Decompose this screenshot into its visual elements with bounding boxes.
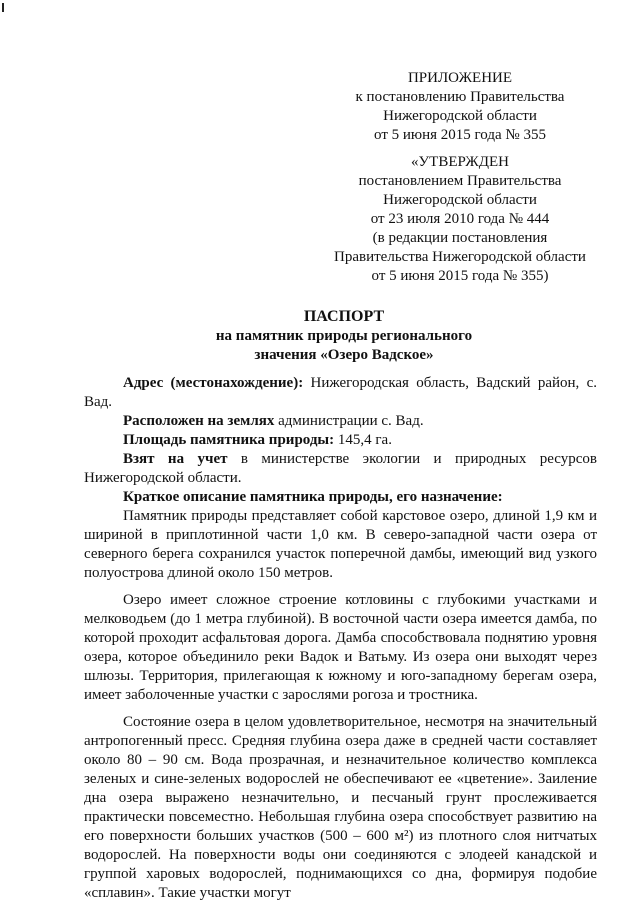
location-paragraph <box>84 412 597 431</box>
description-paragraph: Озеро имеет сложное строение котловины с глубокими участками и мелководьем (до 1 метра глубиной). В восточной части озера имеется дамба, по которой проходит асфальтовая дорога. Дамба способствовала поднятию уровня озера, которое объединило реки Вадок и Ватьму. Из озера они выходят через шлюзы. Территория, прилегающая к южному и юго-западному берегам озера, имеет заболоченные участки с зарослями рогоза и тростника. <box>84 592 597 703</box>
appendix-line: Нижегородской области <box>383 108 537 124</box>
title-line-passport: ПАСПОРТ <box>303 308 385 325</box>
approved-line: от 23 июля 2010 года № 444 <box>370 211 550 227</box>
paragraph-gap <box>84 583 597 591</box>
approved-line: от 5 июня 2015 года № 355) <box>371 268 549 284</box>
appendix-line: ПРИЛОЖЕНИЕ <box>407 70 513 86</box>
scan-mark <box>2 3 4 12</box>
area-value: 145,4 га. <box>334 432 392 448</box>
area-label: Площадь памятника природы: <box>123 432 335 448</box>
description-paragraph: Состояние озера в целом удовлетворительное, несмотря на значительный антропогенный пресс. Средняя глубина озера даже в средней части составляет около 80 – 90 см. Вода прозрачная, и незначительное количество комплекса зеленых и сине-зеленых водорослей не обеспечивают ее «цветение». Заиление дна озера выражено незначительно, и песчаный грунт прослеживается практически повсеместно. Небольшая глубина озера способствует развитию на его поверхности больших участков (500 – 600 м²) из плотного слоя нитчатых водорослей. На поверхности воды они соединяются с элодеей канадской и группой харовых водорослей, поднимающихся со дна, формируя подобие «сплавин». Такие участки могут <box>84 714 597 901</box>
address-label: Адрес (местонахождение): <box>123 375 304 391</box>
description-heading <box>84 488 597 507</box>
approved-line: Нижегородской области <box>383 192 537 208</box>
paragraph-gap <box>84 705 597 713</box>
approved-line: (в редакции постановления <box>372 230 548 246</box>
approved-line: «УТВЕРЖДЕН <box>411 154 509 170</box>
area-paragraph <box>84 431 597 450</box>
document-title <box>84 307 604 365</box>
appendix-line: к постановлению Правительства <box>355 89 565 105</box>
appendix-line: от 5 июня 2015 года № 355 <box>374 127 546 143</box>
address-paragraph <box>84 374 597 412</box>
approved-line: постановлением Правительства <box>358 173 562 189</box>
approved-block <box>320 153 600 286</box>
document-body <box>84 374 597 903</box>
registered-paragraph <box>84 450 597 488</box>
description-heading-text: Краткое описание памятника природы, его назначение: <box>123 489 503 505</box>
registered-value: в министерстве экологии и природных ресурсов Нижегородской области. <box>84 451 597 486</box>
title-line-name: значения «Озеро Вадское» <box>254 347 434 363</box>
location-label: Расположен на землях <box>123 413 275 429</box>
address-value: Нижегородская область, Вадский район, с. Вад. <box>84 375 597 410</box>
registered-label: Взят на учет <box>123 451 228 467</box>
title-line-subject: на памятник природы регионального <box>215 328 473 344</box>
approved-line: Правительства Нижегородской области <box>334 249 586 265</box>
appendix-block <box>320 69 600 145</box>
location-value: администрации с. Вад. <box>274 413 424 429</box>
description-paragraph: Памятник природы представляет собой карстовое озеро, длиной 1,9 км и шириной в приплотинной части 1,0 км. В северо-западной части озера от северного берега сохранился участок поперечной дамбы, имеющий вид узкого полуострова длиной около 150 метров. <box>84 508 597 581</box>
